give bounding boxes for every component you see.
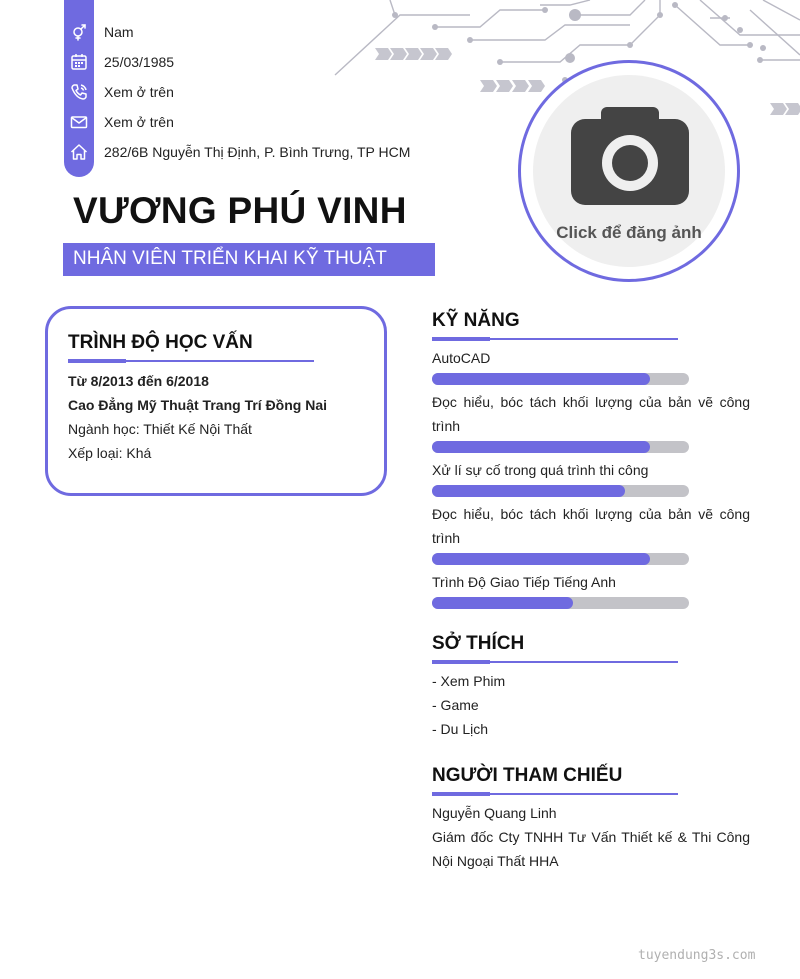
avatar-upload-label: Click để đăng ảnh xyxy=(556,223,702,242)
skills-heading-underline xyxy=(432,338,678,340)
gender-icon xyxy=(69,22,89,42)
skill-bar xyxy=(432,441,689,453)
avatar-placeholder[interactable] xyxy=(533,75,725,267)
skill-label: AutoCAD xyxy=(432,350,491,366)
address-text: 282/6B Nguyễn Thị Định, P. Bình Trưng, TP HCM xyxy=(104,144,411,160)
avatar-upload[interactable] xyxy=(518,60,740,282)
hobby-item: - Game xyxy=(432,697,479,713)
hobbies-heading-underline xyxy=(432,661,678,663)
skill-bar xyxy=(432,553,689,565)
candidate-name: VƯƠNG PHÚ VINH xyxy=(73,190,407,231)
references-heading-underline xyxy=(432,793,678,795)
education-period: Từ 8/2013 đến 6/2018 xyxy=(68,373,209,389)
job-title-bar xyxy=(63,243,435,276)
job-title: NHÂN VIÊN TRIỂN KHAI KỸ THUẬT xyxy=(73,248,387,269)
phone-text: Xem ở trên xyxy=(104,84,174,100)
skill-bar-fill xyxy=(432,553,650,565)
reference-name: Nguyễn Quang Linh xyxy=(432,805,557,821)
home-icon xyxy=(69,142,89,162)
education-heading-underline xyxy=(68,360,314,362)
skill-bar-fill xyxy=(432,441,650,453)
skill-bar xyxy=(432,597,689,609)
skills-heading: KỸ NĂNG xyxy=(432,310,520,331)
skill-bar xyxy=(432,373,689,385)
calendar-icon xyxy=(69,52,89,72)
skill-label: Đọc hiểu, bóc tách khối lượng của bản vẽ công trình xyxy=(432,506,750,546)
hobbies-heading: SỞ THÍCH xyxy=(432,633,525,654)
skill-bar-fill xyxy=(432,373,650,385)
watermark: tuyendung3s.com xyxy=(638,948,756,963)
hobby-item: - Du Lịch xyxy=(432,721,489,737)
hobby-item: - Xem Phim xyxy=(432,673,506,689)
birthdate-text: 25/03/1985 xyxy=(104,54,175,70)
skill-label: Trình Độ Giao Tiếp Tiếng Anh xyxy=(432,574,616,590)
education-grade: Xếp loại: Khá xyxy=(68,445,152,461)
skill-bar-fill xyxy=(432,485,625,497)
skill-bar xyxy=(432,485,689,497)
email-text: Xem ở trên xyxy=(104,114,174,130)
skill-bar-fill xyxy=(432,597,573,609)
camera-icon xyxy=(571,105,689,211)
reference-position: Giám đốc Cty TNHH Tư Vấn Thiết kế & Thi Công Nội Ngoại Thất HHA xyxy=(432,829,750,869)
phone-icon xyxy=(69,82,89,102)
skill-label: Đọc hiểu, bóc tách khối lượng của bản vẽ công trình xyxy=(432,394,750,434)
education-heading: TRÌNH ĐỘ HỌC VẤN xyxy=(68,332,253,353)
skill-label: Xử lí sự cố trong quá trình thi công xyxy=(432,462,649,478)
gender-text: Nam xyxy=(104,24,134,40)
education-major: Ngành học: Thiết Kế Nội Thất xyxy=(68,421,252,437)
references-heading: NGƯỜI THAM CHIẾU xyxy=(432,765,623,786)
email-icon xyxy=(69,112,89,132)
education-school: Cao Đẳng Mỹ Thuật Trang Trí Đồng Nai xyxy=(68,397,328,413)
